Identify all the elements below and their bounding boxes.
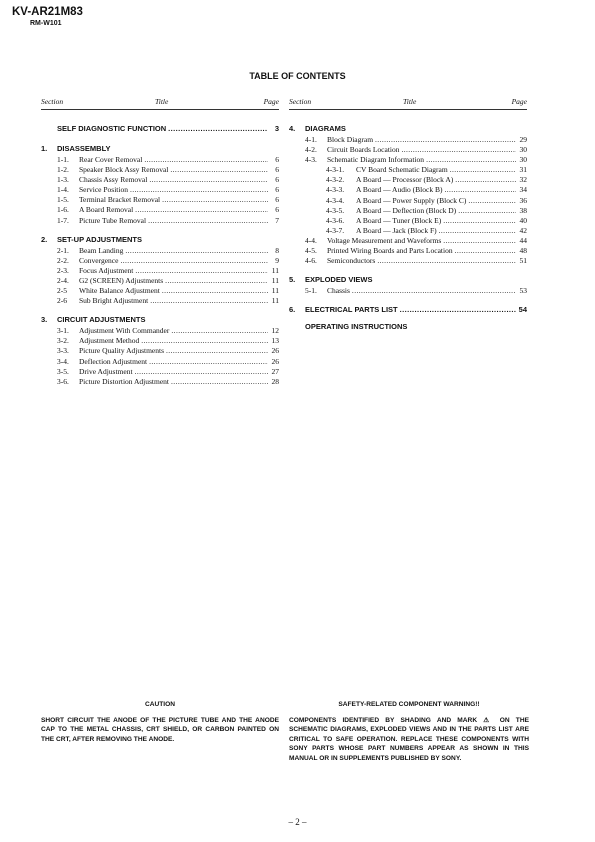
- toc-entry: [289, 226, 527, 236]
- toc-entry-number: 3.: [41, 315, 48, 325]
- toc-entry: [41, 155, 279, 165]
- toc-entry: [41, 296, 279, 306]
- toc-entry: [289, 145, 527, 155]
- toc-entry-number: 4-3-6.: [326, 215, 345, 225]
- dot-leader: [171, 326, 268, 336]
- toc-entry-page: 29: [519, 135, 527, 144]
- toc-entry-label: A Board — Power Supply (Block C): [356, 195, 467, 205]
- toc-entry-label: Circuit Boards Location: [327, 145, 400, 155]
- toc-entry: [289, 286, 527, 296]
- dot-leader: [450, 165, 516, 175]
- toc-entry-number: 1.: [41, 144, 48, 153]
- toc-entry: [41, 276, 279, 286]
- warning-title: SAFETY-RELATED COMPONENT WARNING!!: [338, 701, 480, 708]
- toc-entry: [289, 206, 527, 216]
- dot-leader: [443, 216, 516, 226]
- dot-leader: [162, 286, 268, 296]
- toc-entry-number: 4-1.: [305, 135, 317, 144]
- toc-entry-page: 8: [275, 245, 279, 255]
- toc-entry-number: 1-2.: [57, 165, 69, 175]
- toc-entry: [41, 205, 279, 215]
- toc-entry-label: A Board — Processor (Block A): [356, 175, 454, 185]
- toc-entry-label: Picture Distortion Adjustment: [79, 376, 169, 386]
- toc-entry-label: Beam Landing: [79, 245, 124, 255]
- toc-entry-label: A Board — Tuner (Block E): [356, 215, 442, 225]
- dot-leader: [166, 346, 268, 356]
- model-number: KV-AR21M83: [12, 6, 83, 18]
- toc-entry-label: SELF DIAGNOSTIC FUNCTION: [57, 124, 167, 133]
- toc-entry: [41, 286, 279, 296]
- toc-entry: [289, 185, 527, 195]
- toc-entry-number: 1-3.: [57, 175, 69, 185]
- toc-entry-label: CIRCUIT ADJUSTMENTS: [57, 315, 146, 325]
- toc-entry: [41, 336, 279, 346]
- toc-entry-number: 2-2.: [57, 255, 69, 265]
- toc-entry-page: 36: [519, 195, 527, 205]
- toc-section-heading: [41, 315, 279, 326]
- toc-entry: [289, 196, 527, 206]
- toc-entry-page: 32: [519, 175, 527, 185]
- toc-entry-number: 4-3-2.: [326, 175, 345, 185]
- toc-entry-label: Rear Cover Removal: [79, 155, 143, 164]
- dot-leader: [377, 256, 516, 266]
- toc-section-heading: [41, 144, 279, 155]
- header-title: Title: [155, 97, 169, 106]
- toc-entry-label: SET-UP ADJUSTMENTS: [57, 234, 143, 244]
- toc-left-column: [41, 97, 279, 387]
- toc-entry-number: 4.: [289, 124, 296, 133]
- toc-entry-label: Chassis: [327, 286, 350, 296]
- toc-entry-label: EXPLODED VIEWS: [305, 275, 373, 285]
- toc-entry-number: 4-2.: [305, 145, 317, 155]
- toc-entry-label: Speaker Block Assy Removal: [79, 165, 169, 175]
- toc-entry-number: 4-3-1.: [326, 165, 345, 175]
- toc-entry-number: 3-6.: [57, 376, 69, 386]
- toc-entry-number: 2-1.: [57, 245, 69, 255]
- toc-entry-number: 1-4.: [57, 185, 69, 195]
- toc-entry-page: 38: [519, 205, 527, 215]
- toc-entry-page: 11: [271, 265, 279, 275]
- toc-entry-number: 6.: [289, 305, 296, 315]
- toc-entry-page: 11: [271, 286, 279, 296]
- dot-leader: [162, 195, 268, 205]
- toc-entry-label: Terminal Bracket Removal: [79, 195, 161, 205]
- dot-leader: [171, 377, 268, 387]
- header-section: Section: [289, 97, 312, 106]
- dot-leader: [170, 165, 268, 175]
- toc-entry-page: 54: [518, 305, 527, 315]
- toc-entry: [289, 155, 527, 165]
- toc-entry-number: 3-3.: [57, 346, 69, 356]
- dot-leader: [444, 185, 516, 195]
- dot-leader: [455, 246, 516, 256]
- toc-section-heading: [41, 124, 279, 135]
- spacer: [41, 306, 279, 315]
- toc-title: TABLE OF CONTENTS: [249, 71, 346, 81]
- toc-entry-number: 3-2.: [57, 336, 69, 346]
- toc-entry-number: 2-4.: [57, 275, 69, 285]
- toc-entry: [41, 266, 279, 276]
- toc-entry-number: 4-3-7.: [326, 225, 345, 235]
- toc-entry-page: 6: [275, 185, 279, 195]
- caution-text: SHORT CIRCUIT THE ANODE OF THE PICTURE TUBE AND THE ANODE CAP TO THE METAL CHASSIS, CRT SHIELD, OR CARBON PAINTED ON THE CRT, AFTER REMOVING THE ANODE.: [41, 716, 279, 743]
- dot-leader: [120, 256, 268, 266]
- header-title: Title: [403, 97, 417, 106]
- toc-entry-page: 53: [519, 286, 527, 296]
- dot-leader: [130, 185, 268, 195]
- safety-warning: [289, 700, 529, 764]
- toc-entry: [289, 165, 527, 175]
- caution-title: CAUTION: [144, 701, 176, 708]
- toc-section-heading: [289, 305, 527, 316]
- toc-entry-number: 4-3.: [305, 155, 317, 165]
- toc-section-heading: [41, 235, 279, 246]
- dot-leader: [125, 246, 268, 256]
- toc-entry-number: 2-5: [57, 286, 67, 296]
- dot-leader: [168, 124, 268, 133]
- toc-entry-page: 51: [519, 256, 527, 266]
- toc-entry-label: DISASSEMBLY: [57, 144, 111, 153]
- toc-entry-label: Service Position: [79, 185, 128, 195]
- toc-entry: [41, 216, 279, 226]
- toc-entry-page: 44: [519, 235, 527, 245]
- dot-leader: [400, 305, 516, 314]
- header-section: Section: [41, 97, 64, 106]
- toc-entry-number: 4-3-5.: [326, 205, 345, 215]
- toc-entry-label: CV Board Schematic Diagram: [356, 165, 448, 175]
- toc-entry-label: Schematic Diagram Information: [327, 155, 425, 165]
- toc-entry-number: 4-5.: [305, 246, 317, 256]
- dot-leader: [149, 357, 268, 367]
- header-page: Page: [511, 97, 527, 106]
- spacer: [41, 135, 279, 144]
- toc-entry-label: Picture Tube Removal: [79, 215, 147, 225]
- toc-entry-label: A Board — Jack (Block F): [356, 225, 437, 235]
- toc-right-column: [289, 97, 527, 333]
- toc-entry: [289, 246, 527, 256]
- toc-entry-page: 31: [519, 165, 527, 175]
- toc-left-list: [41, 124, 279, 387]
- toc-entry: [41, 175, 279, 185]
- dot-leader: [375, 135, 516, 145]
- toc-entry-number: 5-1.: [305, 286, 317, 296]
- toc-entry: [41, 326, 279, 336]
- toc-entry: [41, 357, 279, 367]
- toc-entry-page: 12: [271, 326, 279, 336]
- dot-leader: [352, 286, 516, 296]
- toc-entry: [41, 377, 279, 387]
- dot-leader: [458, 206, 516, 216]
- dot-leader: [455, 175, 516, 185]
- toc-entry-number: 3-1.: [57, 326, 69, 336]
- toc-entry-label: A Board — Audio (Block B): [356, 185, 443, 195]
- dot-leader: [439, 226, 516, 236]
- toc-entry-label: G2 (SCREEN) Adjustments: [79, 275, 164, 285]
- toc-entry-label: Printed Wiring Boards and Parts Location: [327, 246, 453, 256]
- toc-entry-page: 6: [275, 195, 279, 205]
- toc-section-heading: [289, 275, 527, 286]
- toc-entry: [289, 135, 527, 145]
- toc-right-list: [289, 124, 527, 333]
- toc-entry-number: 1-1.: [57, 155, 69, 164]
- toc-entry-label: Semiconductors: [327, 256, 376, 266]
- toc-entry-number: 3-5.: [57, 366, 69, 376]
- header-page: Page: [263, 97, 279, 106]
- page-number: – 2 –: [288, 817, 307, 827]
- toc-entry-page: 48: [519, 246, 527, 256]
- dot-leader: [165, 276, 268, 286]
- toc-entry-page: 6: [275, 175, 279, 185]
- toc-entry-page: 28: [271, 376, 279, 386]
- toc-entry-label: White Balance Adjustment: [79, 286, 160, 296]
- dot-leader: [443, 236, 516, 246]
- remote-model: RM-W101: [30, 20, 62, 27]
- toc-entry: [41, 165, 279, 175]
- toc-entry-page: 40: [519, 215, 527, 225]
- toc-entry: [41, 246, 279, 256]
- column-header: [289, 97, 527, 110]
- dot-leader: [144, 155, 268, 165]
- caution-notice: [41, 700, 279, 744]
- dot-leader: [135, 205, 268, 215]
- toc-entry-page: 11: [271, 275, 279, 285]
- toc-entry-label: Adjustment With Commander: [79, 326, 170, 336]
- toc-entry-page: 30: [519, 145, 527, 155]
- toc-section-heading: [289, 322, 527, 333]
- toc-entry-page: 27: [271, 366, 279, 376]
- toc-entry-page: 26: [271, 346, 279, 356]
- toc-entry-label: Sub Bright Adjustment: [79, 296, 149, 306]
- toc-entry: [289, 175, 527, 185]
- dot-leader: [135, 266, 268, 276]
- toc-entry-page: 42: [519, 225, 527, 235]
- toc-entry-number: 2.: [41, 234, 48, 244]
- toc-entry-number: 1-7.: [57, 215, 69, 225]
- toc-entry-label: Block Diagram: [327, 135, 374, 144]
- toc-entry: [41, 346, 279, 356]
- toc-entry: [289, 256, 527, 266]
- toc-entry-number: 4-6.: [305, 256, 317, 266]
- toc-entry-page: 26: [271, 356, 279, 366]
- spacer: [41, 226, 279, 235]
- toc-entry-label: ELECTRICAL PARTS LIST: [305, 305, 398, 315]
- toc-entry-label: A Board — Deflection (Block D): [356, 205, 457, 215]
- toc-entry-label: Voltage Measurement and Waveforms: [327, 235, 442, 245]
- dot-leader: [468, 196, 516, 206]
- toc-entry: [289, 216, 527, 226]
- toc-entry-page: 34: [519, 185, 527, 195]
- toc-entry-number: 4-3-4.: [326, 195, 345, 205]
- toc-entry-number: 4-4.: [305, 235, 317, 245]
- toc-entry-number: 4-3-3.: [326, 185, 345, 195]
- toc-entry-number: 3-4.: [57, 356, 69, 366]
- toc-entry-label: Chassis Assy Removal: [79, 175, 148, 185]
- toc-entry-label: Focus Adjustment: [79, 265, 134, 275]
- toc-entry-page: 30: [519, 155, 527, 165]
- toc-entry-label: A Board Removal: [79, 205, 134, 215]
- toc-entry-page: 13: [271, 336, 279, 346]
- dot-leader: [150, 296, 268, 306]
- toc-entry-label: Deflection Adjustment: [79, 356, 148, 366]
- spacer: [289, 296, 527, 305]
- toc-entry: [41, 185, 279, 195]
- toc-entry-page: 6: [275, 165, 279, 175]
- toc-entry-number: 2-6: [57, 296, 67, 306]
- toc-entry-page: 3: [274, 124, 279, 133]
- warning-text: COMPONENTS IDENTIFIED BY SHADING AND MARK ⚠ ON THE SCHEMATIC DIAGRAMS, EXPLODED VIEWS AND IN THE PARTS LIST ARE CRITICAL TO SAFE OPERATION. REPLACE THESE COMPONENTS WITH SONY PARTS WHOSE PART NUMBERS APPEAR AS SHOWN IN THIS MANUAL OR IN SUPPLEMENTS PUBLISHED BY SONY.: [289, 716, 529, 762]
- toc-section-heading: [289, 124, 527, 135]
- dot-leader: [141, 336, 268, 346]
- toc-entry-label: Picture Quality Adjustments: [79, 346, 164, 356]
- toc-entry-number: 1-5.: [57, 195, 69, 205]
- spacer: [289, 266, 527, 275]
- dot-leader: [148, 216, 268, 226]
- toc-entry-label: DIAGRAMS: [305, 124, 346, 133]
- toc-entry-label: Adjustment Method: [79, 336, 140, 346]
- toc-entry-page: 7: [275, 215, 279, 225]
- toc-entry-label: Drive Adjustment: [79, 366, 133, 376]
- toc-entry-page: 9: [275, 255, 279, 265]
- dot-leader: [149, 175, 268, 185]
- dot-leader: [401, 145, 516, 155]
- toc-entry: [41, 256, 279, 266]
- toc-entry-label: Convergence: [79, 255, 119, 265]
- toc-entry-number: 2-3.: [57, 265, 69, 275]
- dot-leader: [135, 367, 268, 377]
- toc-entry-number: 1-6.: [57, 205, 69, 215]
- toc-entry-page: 11: [271, 296, 279, 306]
- toc-entry: [41, 195, 279, 205]
- toc-entry: [289, 236, 527, 246]
- column-header: [41, 97, 279, 110]
- toc-entry-page: 6: [275, 155, 279, 164]
- toc-entry-label: OPERATING INSTRUCTIONS: [305, 322, 408, 332]
- toc-entry-number: 5.: [289, 275, 296, 285]
- toc-entry-page: 6: [275, 205, 279, 215]
- toc-entry: [41, 367, 279, 377]
- dot-leader: [426, 155, 516, 165]
